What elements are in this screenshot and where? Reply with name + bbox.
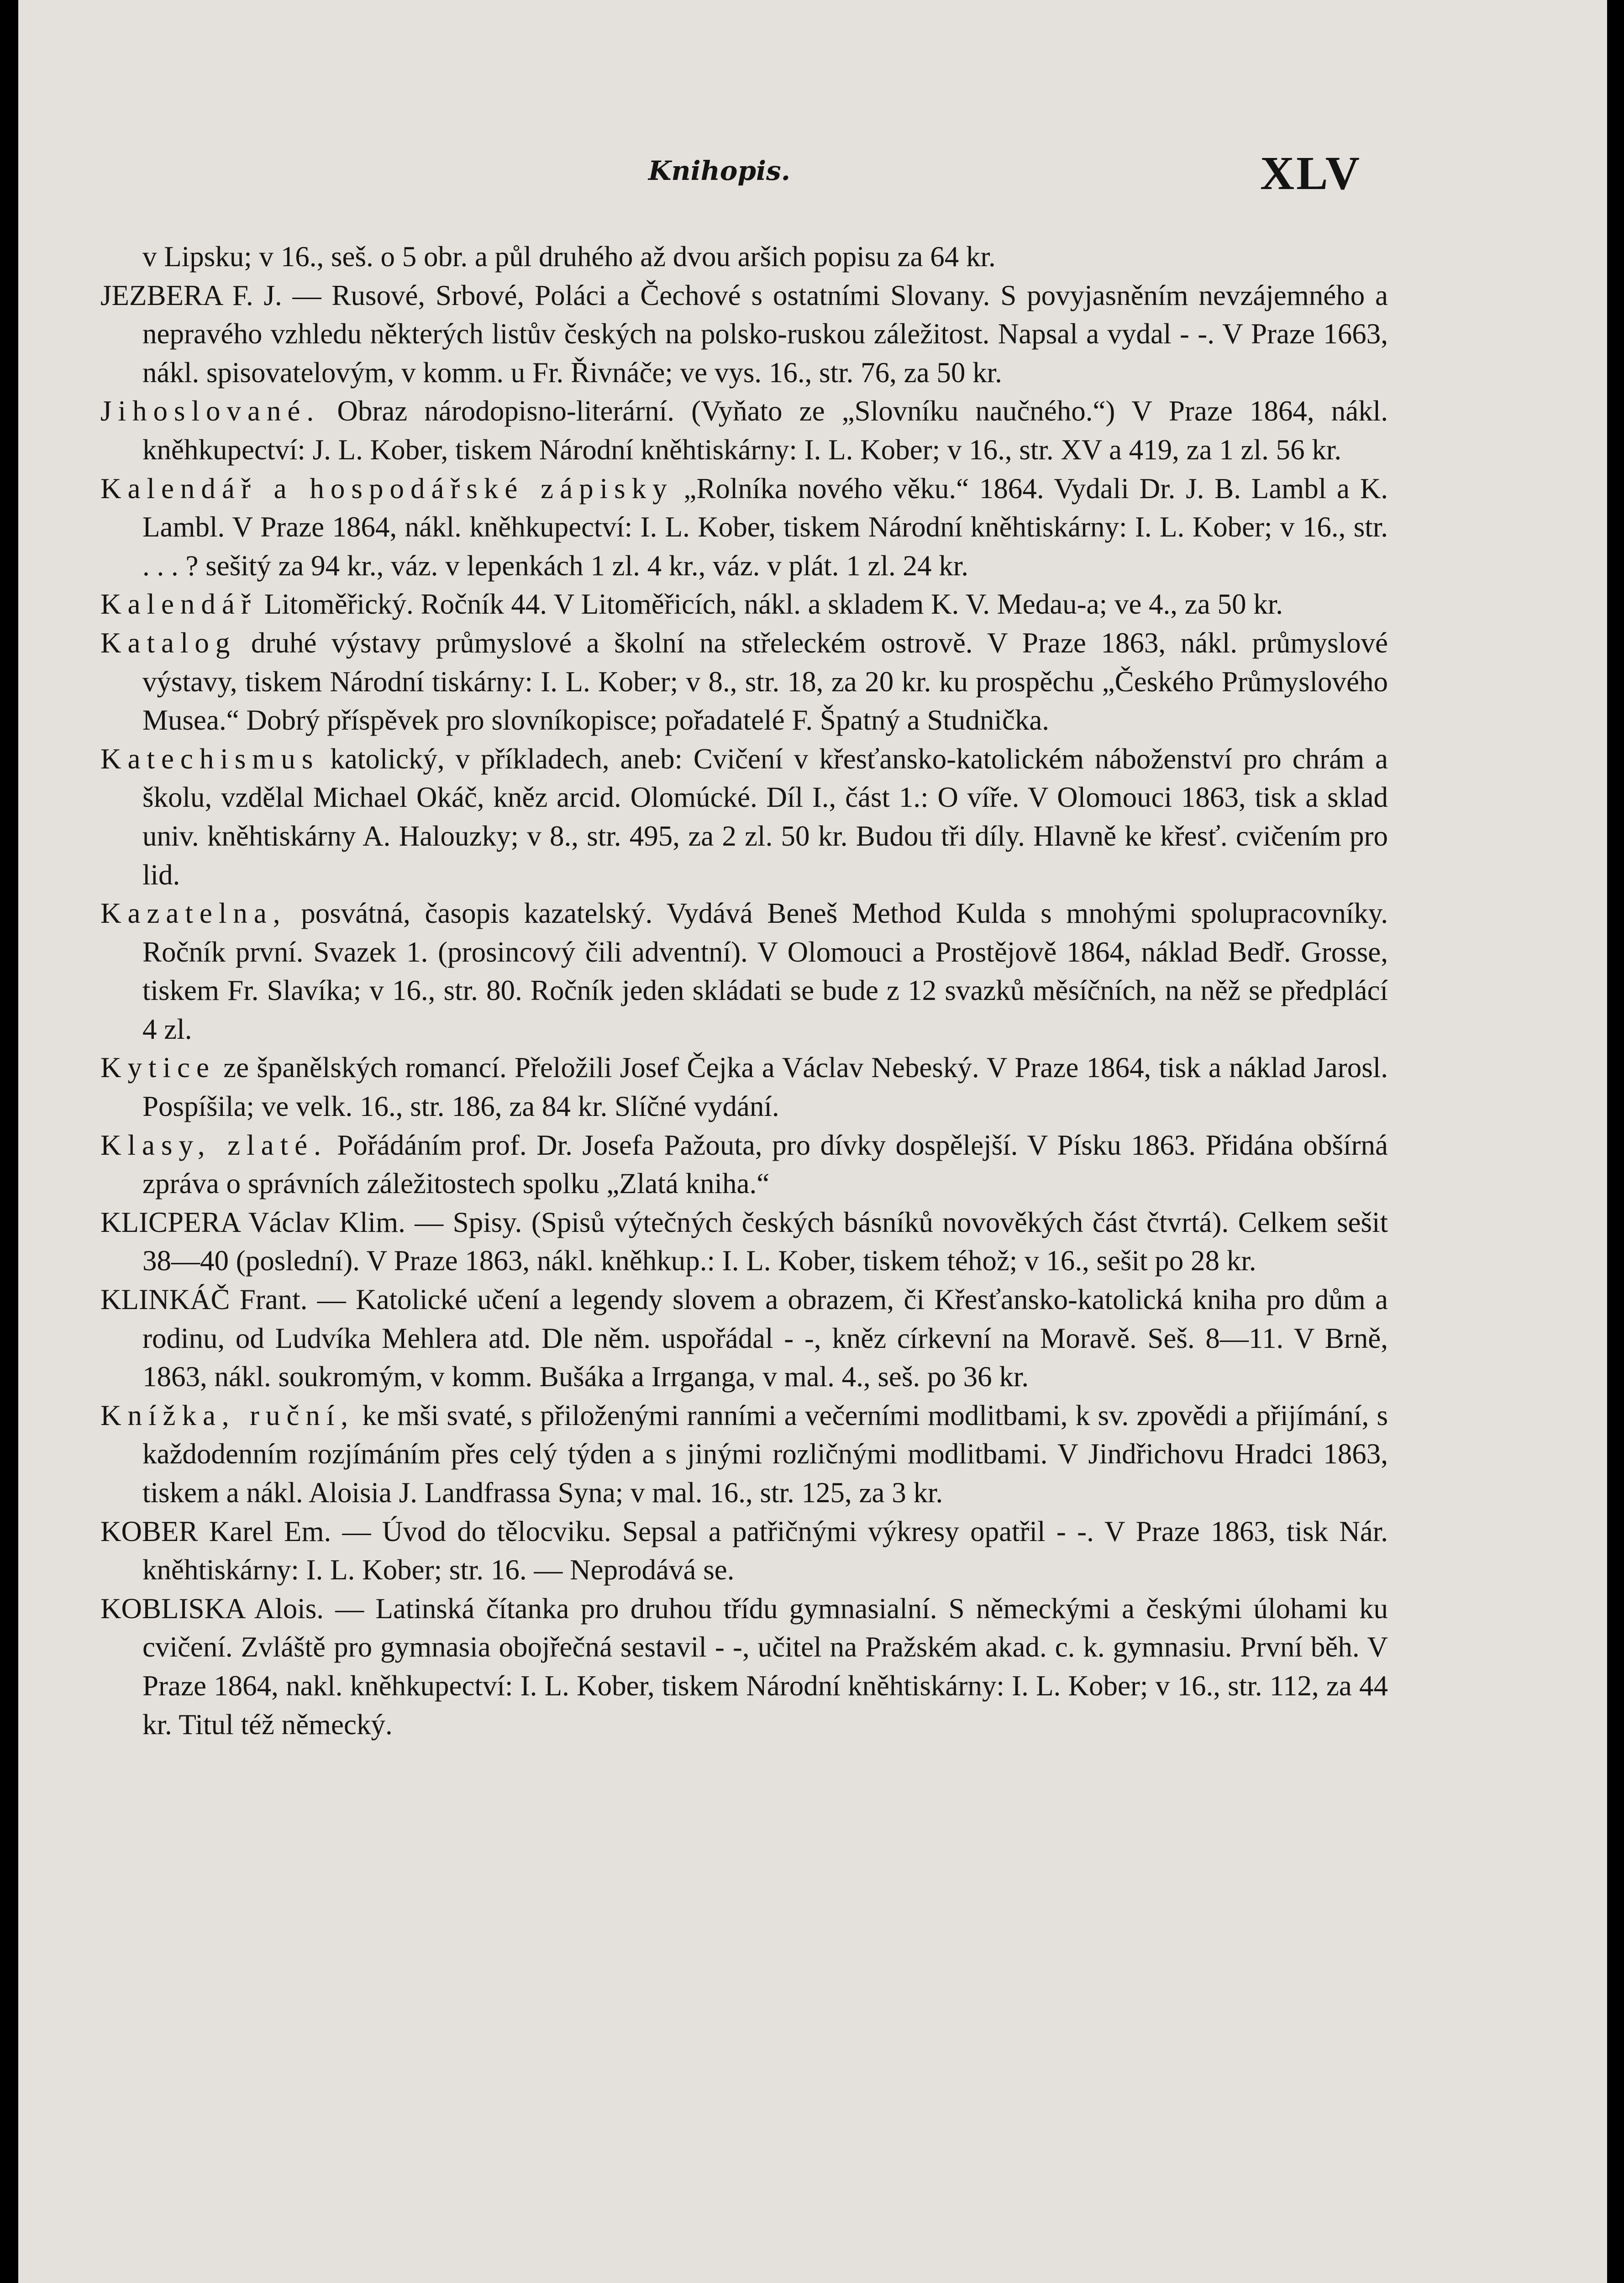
entry-heading: Kalendář a hospodářské zápisky [100, 472, 673, 505]
bibliography-entry [100, 1589, 1388, 1744]
bibliography-entry [100, 585, 1388, 624]
entry-heading: KOBER Karel Em. — Úvod do tělocviku. [100, 1515, 611, 1547]
entry-text: katolický, v příkladech, aneb: Cvičení v křesťansko-katolickém náboženství pro chrám a školu, vzdělal Michael Okáč, kněz arcid. Olomúcké. Díl I., část 1.: O víře. V Olomouci 1863, tisk a sklad univ. kněhtiskárny A. Halouzky; v 8., str. 495, za 2 zl. 50 kr. Budou tři díly. Hlavně ke křesť. cvičením pro lid. [142, 742, 1388, 891]
entry-text: ke mši svaté, s přiloženými ranními a večerními modlitbami, k sv. zpovědi a přijímání, s každodenním rozjímáním přes celý týden a s jinými rozličnými modlitbami. V Jindřichovu Hradci 1863, tiskem a nákl. Aloisia J. Landfrassa Syna; v mal. 16., str. 125, za 3 kr. [142, 1399, 1388, 1509]
entry-heading: Katalog [100, 626, 237, 659]
entry-text: ze španělských romancí. Přeložili Josef Čejka a Václav Nebeský. V Praze 1864, tisk a náklad Jarosl. Pospíšila; ve velk. 16., str. 186, za 84 kr. Slíčné vydání. [142, 1052, 1388, 1123]
entry-text: pro druhou třídu gymnasialní. S německými a českými úlohami ku cvičení. Zvláště pro gymnasia obojřečná sestavil - -, učitel na Pražském akad. c. k. gymnasiu. První běh. V Praze 1864, nakl. kněhkupectví: I. L. Kober, tiskem Národní kněhtiskárny: I. L. Kober; v 16., str. 112, za 44 kr. Titul též německý. [142, 1592, 1388, 1741]
entry-heading: Kalendář [100, 588, 257, 621]
entry-heading: KLINKÁČ Frant. — Katolické [100, 1284, 468, 1316]
entry-text: druhé výstavy průmyslové a školní na střeleckém ostrově. V Praze 1863, nákl. průmyslové výstavy, tiskem Národní tiskárny: I. L. Kober; v 8., str. 18, za 20 kr. ku prospěchu „Českého Průmyslového Musea.“ Dobrý příspěvek pro slovníkopisce; pořadatelé F. Špatný a Studnička. [142, 626, 1388, 736]
bibliography-entry [100, 1512, 1388, 1589]
bibliography-entry [100, 1203, 1388, 1280]
bibliography-entry [100, 276, 1388, 392]
running-title: Knihopis. [648, 155, 790, 186]
bibliography-entry [100, 1126, 1388, 1203]
entry-heading: JEZBERA F. J. — Rusové, [100, 279, 426, 311]
entry-heading: Knížka, ruční, [100, 1399, 355, 1431]
entry-heading: Jihoslované. [100, 395, 321, 427]
entry-heading: Klasy, zlaté. [100, 1129, 327, 1161]
page-number: XLV [1260, 147, 1362, 200]
entry-text: Pořádáním prof. Dr. Josefa Pažouta, pro dívky dospělejší. V Písku 1863. Přidána obšírná zpráva o správních záležitostech spolku „Zlatá kniha.“ [142, 1129, 1388, 1200]
entry-text: (Spisů výtečných českých básníků novověkých část čtvrtá). Celkem sešit 38—40 (poslední). V Praze 1863, nákl. kněhkup.: I. L. Kober, tiskem téhož; v 16., sešit po 28 kr. [142, 1206, 1388, 1277]
entry-heading: Kazatelna, [100, 897, 287, 930]
bibliography-entry [100, 1048, 1388, 1126]
bibliography-entry [100, 1396, 1388, 1512]
entry-text: učení a legendy slovem a obrazem, či Křesťansko-katolická kniha pro dům a rodinu, od Ludvíka Mehlera atd. Dle něm. uspořádal - -, kněz církevní na Moravě. Seš. 8—11. V Brně, 1863, nákl. soukromým, v komm. Bušáka a Irrganga, v mal. 4., seš. po 36 kr. [142, 1284, 1388, 1393]
entry-text: Srbové, Poláci a Čechové s ostatními Slovany. S povyjasněním nevzájemného a nepravého vzhledu některých listův českých na polsko-ruskou záležitost. Napsal a vydal - -. V Praze 1663, nákl. spisovatelovým, v komm. u Fr. Řivnáče; ve vys. 16., str. 76, za 50 kr. [142, 279, 1388, 389]
bibliography-entry [100, 1280, 1388, 1396]
entry-heading: KLICPERA Václav Klim. — Spisy. [100, 1206, 522, 1238]
entry-heading: KOBLISKA Alois. — Latinská čítanka [100, 1592, 569, 1625]
bibliography-entry [100, 894, 1388, 1048]
page-header [18, 146, 1607, 210]
entry-text: „Rolníka nového věku.“ 1864. Vydali Dr. J. B. Lambl a K. Lambl. V Praze 1864, nákl. kněhkupectví: I. L. Kober, tiskem Národní kněhtiskárny: I. L. Kober; v 16., str. . . . ? sešitý za 94 kr., váz. v lepenkách 1 zl. 4 kr., váz. v plát. 1 zl. 24 kr. [142, 472, 1388, 582]
entry-heading: Kytice [100, 1052, 215, 1084]
entry-text: Obraz národopisno-literární. (Vyňato ze „Slovníku naučného.“) V Praze 1864, nákl. kněhkupectví: J. L. Kober, tiskem Národní kněhtiskárny: I. L. Kober; v 16., str. XV a 419, za 1 zl. 56 kr. [142, 395, 1388, 466]
bibliography-entry [100, 392, 1388, 469]
entry-text: Litoměřický. Ročník 44. V Litoměřicích, nákl. a skladem K. V. Medau-a; ve 4., za 50 kr. [264, 588, 1283, 621]
entry-text: posvátná, časopis kazatelský. Vydává Beneš Method Kulda s mnohými spolupracovníky. Ročník první. Svazek 1. (prosincový čili adventní). V Olomouci a Prostějově 1864, náklad Bedř. Grosse, tiskem Fr. Slavíka; v 16., str. 80. Ročník jeden skládati se bude z 12 svazků měsíčních, na něž se předplácí 4 zl. [142, 897, 1388, 1045]
bibliography-entry [100, 624, 1388, 740]
entry-text: Sepsal a patřičnými výkresy opatřil - -. V Praze 1863, tisk Nár. kněhtiskárny: I. L. Kober; str. 16. — Neprodává se. [142, 1515, 1388, 1586]
bibliography-entry [100, 237, 1388, 276]
bibliography-entries [100, 237, 1388, 1744]
entry-text: v Lipsku; v 16., seš. o 5 obr. a půl druhého až dvou aršich popisu za 64 kr. [142, 241, 996, 273]
bibliography-entry [100, 740, 1388, 894]
book-page [18, 0, 1607, 2283]
bibliography-entry [100, 469, 1388, 585]
entry-heading: Katechismus [100, 742, 320, 775]
